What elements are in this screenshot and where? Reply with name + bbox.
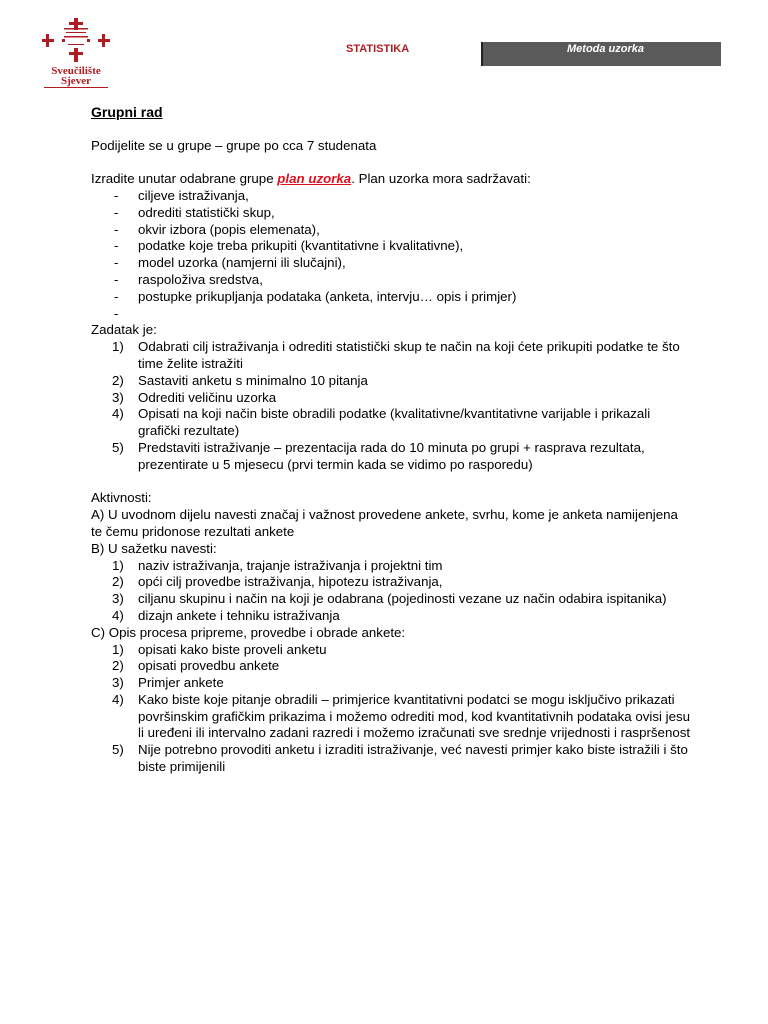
list-item: 5) Nije potrebno provoditi anketu i izraditi istraživanje, već navesti primjer kako biste istražili i što biste primijenili — [112, 742, 688, 775]
list-item: - podatke koje treba prikupiti (kvantitativne i kvalitativne), — [114, 238, 464, 254]
list-item: - — [114, 305, 119, 321]
university-logo-text: Sveučilište Sjever — [51, 65, 101, 87]
list-item: - model uzorka (namjerni ili slučajni), — [114, 255, 346, 271]
list-item: 4) dizajn ankete i tehniku istraživanja — [112, 607, 340, 623]
section-c-heading: C) Opis procesa pripreme, provedbe i obrade ankete: — [91, 624, 406, 640]
header-topic-box — [481, 42, 721, 66]
list-item: - ciljeve istraživanja, — [114, 187, 249, 203]
list-item: 1) Odabrati cilj istraživanja i odrediti statistički skup te način na koji ćete prikupiti podatke te što time želite istražiti — [112, 339, 680, 371]
document-body — [91, 104, 691, 776]
section-b-list — [91, 558, 691, 625]
list-item: 3) Primjer ankete — [112, 675, 224, 691]
list-item: 2) Sastaviti anketu s minimalno 10 pitanja — [112, 372, 368, 388]
list-item: - postupke prikupljanja podataka (anketa, intervju… opis i primjer) — [114, 288, 517, 304]
plan-items-list — [91, 188, 691, 322]
list-item: - raspoloživa sredstva, — [114, 271, 263, 287]
list-item: 4) Opisati na koji način biste obradili podatke (kvalitativne/kvantitativne varijable i prikazali grafički rezultate) — [112, 406, 651, 439]
list-item: 4) Kako biste koje pitanje obradili – primjerice kvantitativni podatci se mogu isključivo prikazati površinskim grafičkim prikazima i možemo odrediti mod, kod kvantitativnih podataka ovisi jesu li uređeni ili intervalno zadani razredi i možemo izračunati sve srednje vrijednosti i raspršenost — [112, 691, 691, 741]
header-topic-title: Metoda uzorka — [567, 43, 645, 55]
activities-heading: Aktivnosti: — [91, 490, 152, 506]
section-c-list — [91, 642, 691, 776]
list-item: 3) Odrediti veličinu uzorka — [112, 389, 277, 405]
document-title: Grupni rad — [91, 104, 163, 120]
plan-uzorka-highlight: plan uzorka — [277, 171, 352, 187]
list-item: 5) Predstaviti istraživanje – prezentacija rada do 10 minuta po grupi + rasprava rezultata, prezentirate u 5 mjesecu (prvi termin kada se vidimo po rasporedu) — [112, 439, 645, 472]
header-course-title: STATISTIKA — [346, 43, 410, 55]
list-item: 3) ciljanu skupinu i način na koji je odabrana (pojedinosti vezane uz način odabira ispitanika) — [112, 591, 667, 607]
list-item: - odrediti statistički skup, — [114, 204, 275, 220]
list-item: 2) opisati provedbu ankete — [112, 658, 280, 674]
list-item: 1) opisati kako biste proveli anketu — [112, 641, 327, 657]
plan-intro: Izradite unutar odabrane grupe plan uzorka. Plan uzorka mora sadržavati: — [91, 171, 531, 187]
list-item: 2) opći cilj provedbe istraživanja, hipotezu istraživanja, — [112, 574, 443, 590]
list-item: - okvir izbora (popis elemenata), — [114, 221, 320, 237]
section-a-text: A) U uvodnom dijelu navesti značaj i važnost provedene ankete, svrhu, kome je anketa namijenjena te čemu pridonose rezultati ankete — [91, 507, 678, 539]
logo-underline — [44, 87, 108, 88]
intro-text: Podijelite se u grupe – grupe po cca 7 studenata — [91, 137, 377, 153]
section-b-heading: B) U sažetku navesti: — [91, 540, 217, 556]
task-heading: Zadatak je: — [91, 322, 157, 338]
task-list — [91, 339, 691, 473]
list-item: 1) naziv istraživanja, trajanje istraživanja i projektni tim — [112, 557, 443, 573]
